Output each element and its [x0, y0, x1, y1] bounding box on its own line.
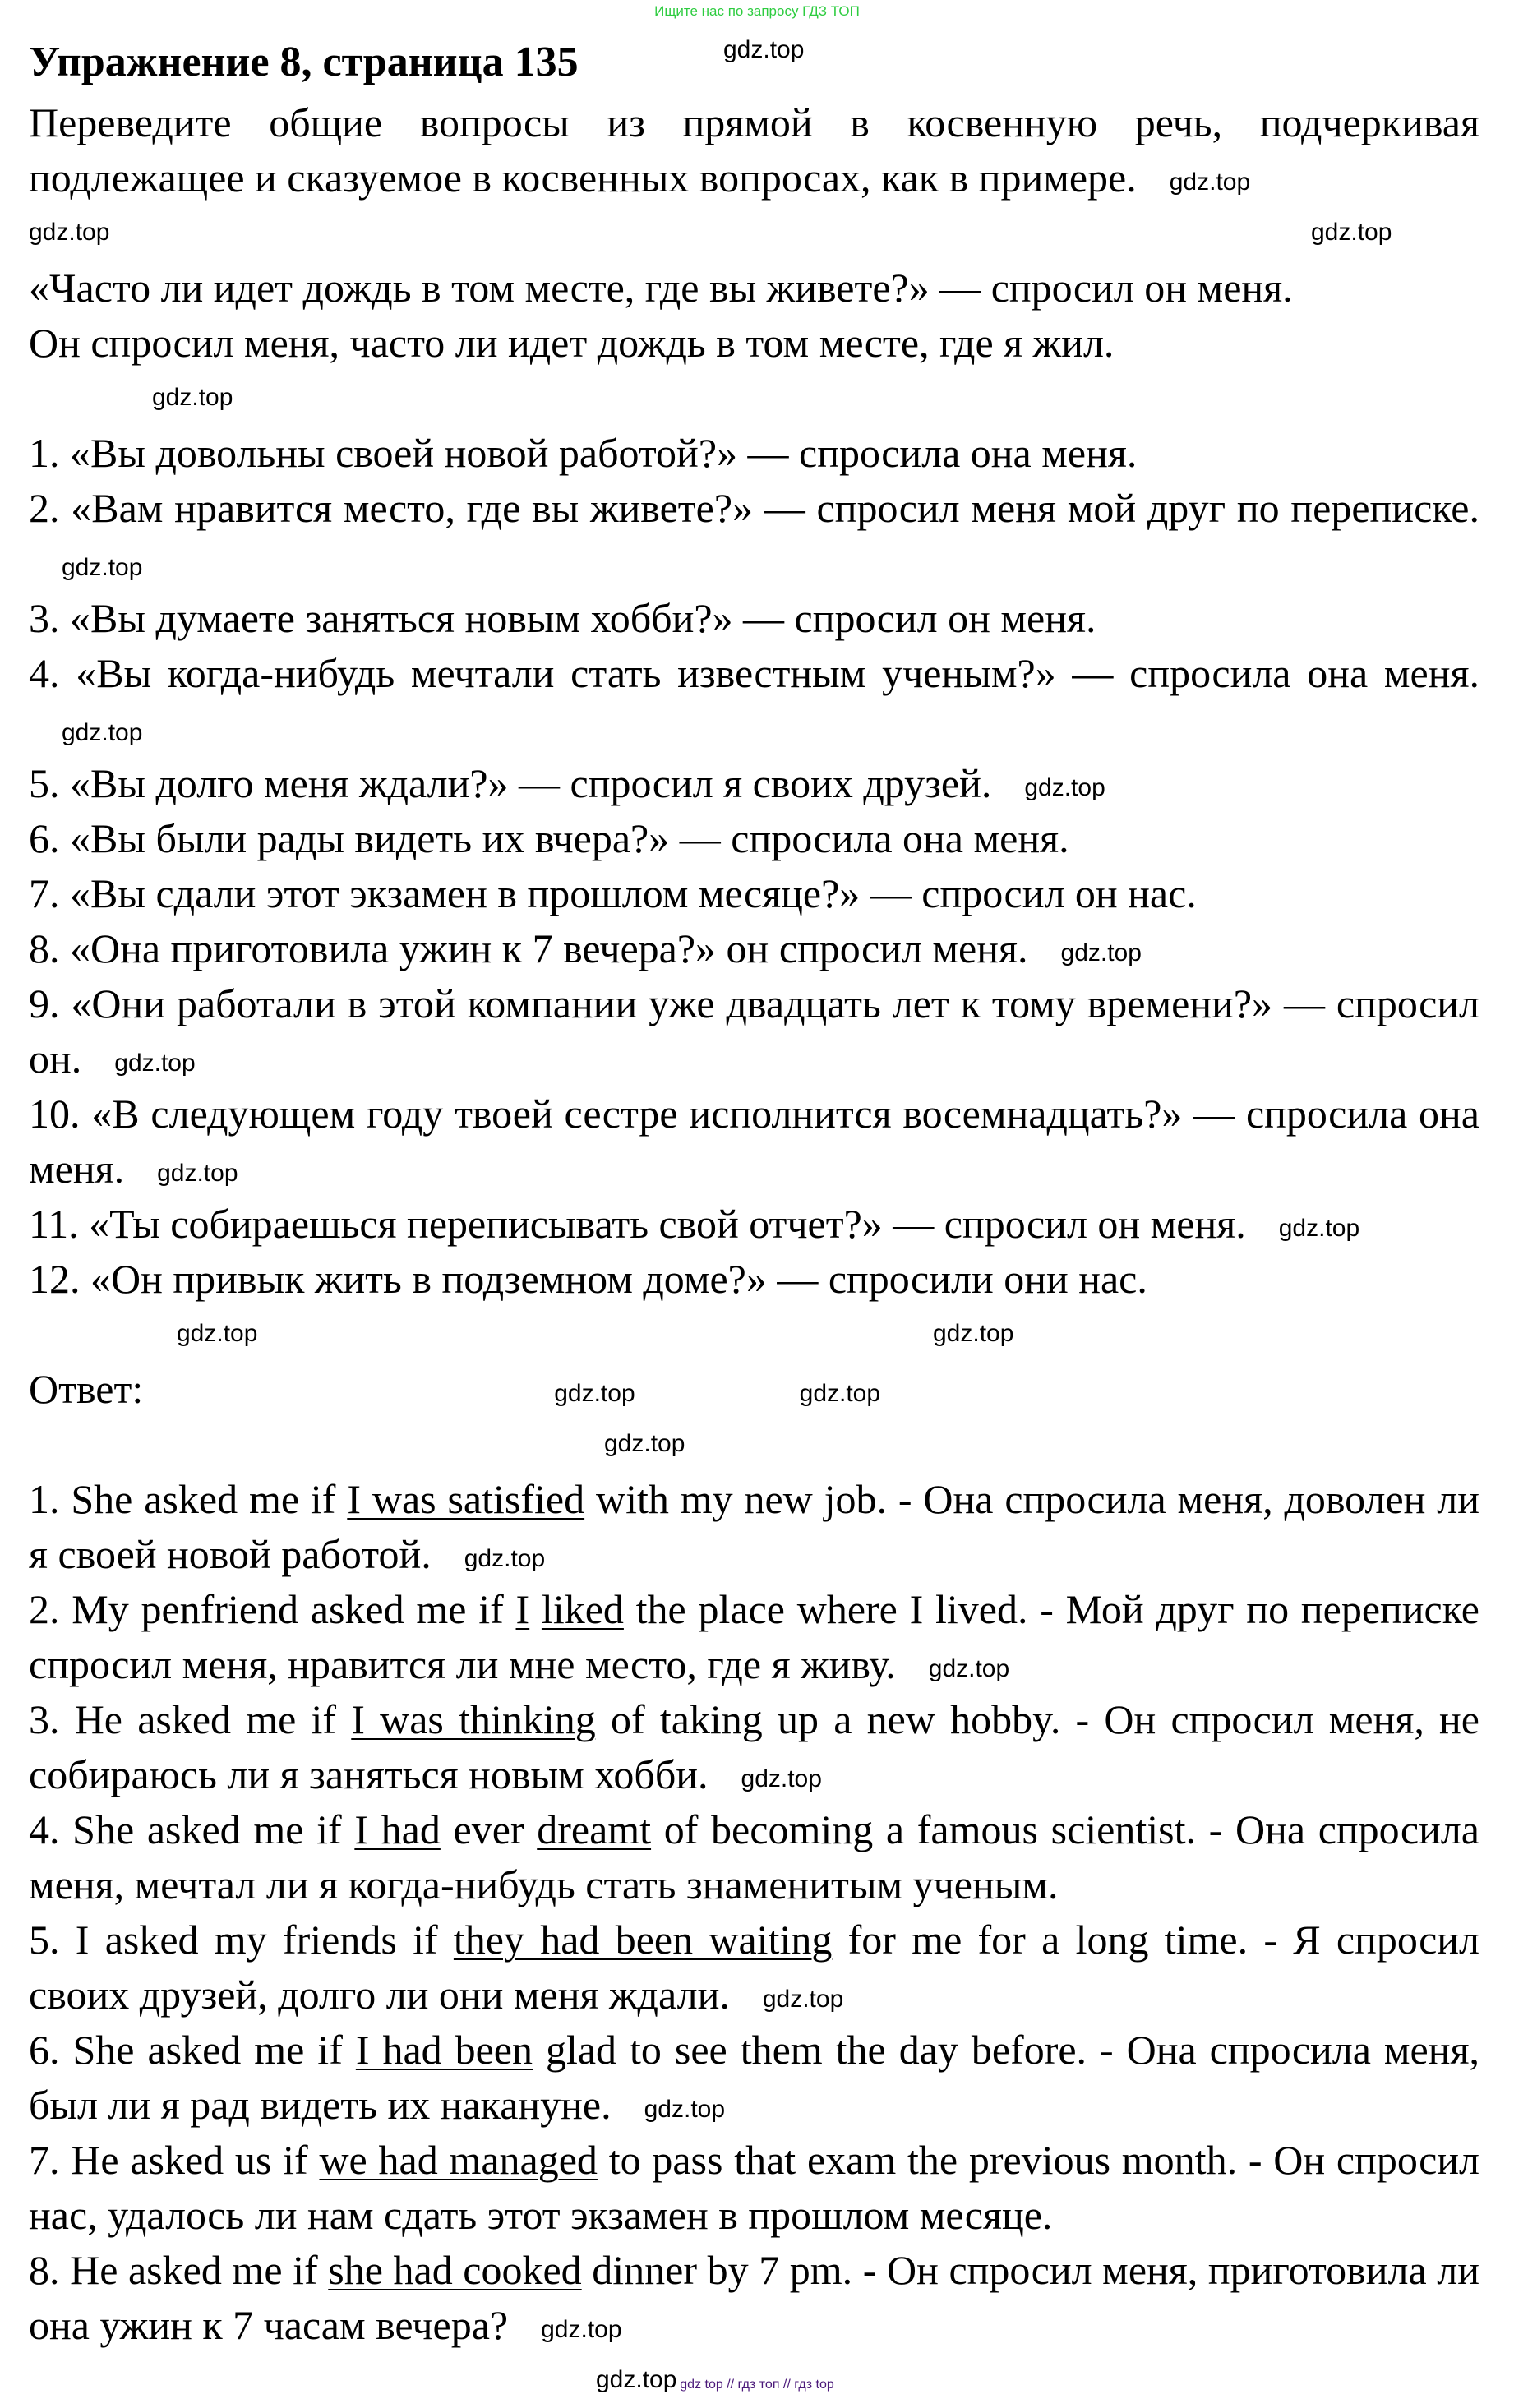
task-item	[29, 481, 1479, 591]
answer-text: 4. She asked me if	[29, 1806, 355, 1852]
task-text: 7. «Вы сдали этот экзамен в прошлом месяце?» — спросил он нас.	[29, 870, 1197, 916]
watermark: gdz.top	[604, 1430, 685, 1457]
watermark: gdz.top	[644, 2095, 726, 2123]
watermark: gdz.top	[1311, 219, 1392, 246]
page-title: Упражнение 8, страница 135	[29, 39, 579, 85]
example-direct: «Часто ли идет дождь в том месте, где вы живете?» — спросил он меня.	[29, 265, 1293, 311]
task-item	[29, 811, 1479, 866]
answer-text: glad to see them the day before. - Она спросила меня, был ли я рад видеть их накануне.	[29, 2027, 1480, 2128]
task-text: 1. «Вы довольны своей новой работой?» — спросила она меня.	[29, 430, 1138, 476]
answer-item	[29, 1692, 1479, 1802]
answer-item	[29, 2243, 1479, 2353]
spacer	[29, 205, 1479, 261]
task-text: 12. «Он привык жить в подземном доме?» — спросили они нас.	[29, 1256, 1147, 1302]
watermark: gdz.top	[114, 1049, 196, 1077]
search-banner: Ищите нас по запросу ГДЗ ТОП	[654, 3, 860, 19]
answer-label-line	[29, 1362, 1479, 1417]
underlined-phrase: we had managed	[319, 2137, 598, 2183]
footer-links: gdz top // гдз топ // гдз top	[680, 2378, 834, 2392]
task-item	[29, 756, 1479, 811]
answer-text: 8. He asked me if	[29, 2247, 329, 2293]
watermark: gdz.top	[933, 1320, 1014, 1347]
task-item	[29, 1252, 1479, 1307]
watermark: gdz.top	[541, 2315, 622, 2343]
task-text: 10. «В следующем году твоей сестре исполнится восемнадцать?» — спросила она меня.	[29, 1091, 1479, 1192]
answer-item	[29, 1802, 1479, 1912]
task-item	[29, 921, 1479, 976]
underlined-phrase: I had	[354, 1806, 441, 1852]
spacer	[29, 1307, 1479, 1362]
watermark: gdz.top	[723, 36, 805, 63]
task-text: 9. «Они работали в этой компании уже двадцать лет к тому времени?» — спросил он.	[29, 980, 1479, 1082]
watermark: gdz.top	[1278, 1214, 1360, 1242]
watermark: gdz.top	[799, 1379, 881, 1407]
answer-text: 7. He asked us if	[29, 2137, 320, 2183]
answer-label: Ответ:	[29, 1366, 144, 1412]
answer-text: 2. My penfriend asked me if	[29, 1586, 516, 1632]
underlined-phrase: I had been	[355, 2027, 533, 2073]
answer-text: of becoming a famous scientist. - Она спросила меня, мечтал ли я когда-нибудь стать знаменитым ученым.	[29, 1806, 1479, 1907]
task-item	[29, 976, 1479, 1086]
underlined-phrase: they had been waiting	[453, 1917, 833, 1963]
underlined-phrase: liked	[541, 1586, 624, 1632]
watermark: gdz.top	[762, 1985, 844, 2013]
answers-list	[29, 1472, 1479, 2353]
task-text: 2. «Вам нравится место, где вы живете?» — спросил меня мой друг по переписке.	[29, 485, 1479, 531]
watermark: gdz.top	[1060, 939, 1142, 966]
watermark: gdz.top	[177, 1320, 258, 1347]
answer-text: of taking up a new hobby. - Он спросил меня, не собираюсь ли я заняться новым хобби.	[29, 1696, 1479, 1797]
answer-item	[29, 2023, 1479, 2133]
watermark: gdz.top	[29, 219, 110, 246]
answer-item	[29, 1912, 1479, 2023]
task-text: 5. «Вы долго меня ждали?» — спросил я своих друзей.	[29, 760, 992, 806]
watermark: gdz.top	[741, 1764, 822, 1792]
answer-item	[29, 1582, 1479, 1692]
answer-text: to pass that exam the previous month. - Он спросил нас, удалось ли нам сдать этот экзамен в прошлом месяце.	[29, 2137, 1479, 2238]
answer-text: 3. He asked me if	[29, 1696, 352, 1742]
underlined-phrase: she had cooked	[328, 2247, 582, 2293]
answer-text: the place where I lived. - Мой друг по переписке спросил меня, нравится ли мне место, где я живу.	[29, 1586, 1479, 1687]
answer-text	[529, 1586, 542, 1632]
answer-item	[29, 2133, 1479, 2243]
watermark: gdz.top	[62, 553, 143, 581]
task-item	[29, 1086, 1479, 1197]
page-content	[29, 95, 1479, 2408]
task-item	[29, 866, 1479, 921]
answer-text: with my new job. - Она спросила меня, доволен ли я своей новой работой.	[29, 1476, 1479, 1577]
watermark: gdz.top	[554, 1379, 635, 1407]
watermark: gdz.top	[928, 1654, 1010, 1682]
underlined-phrase: I	[515, 1586, 530, 1632]
task-text: 11. «Ты собираешься переписывать свой отчет?» — спросил он меня.	[29, 1201, 1246, 1247]
answer-text: for me for a long time. - Я спросил своих друзей, долго ли они меня ждали.	[29, 1917, 1479, 2018]
answer-text: 6. She asked me if	[29, 2027, 356, 2073]
answer-text: dinner by 7 pm. - Он спросил меня, приготовила ли она ужин к 7 часам вечера?	[29, 2247, 1479, 2348]
task-text: 8. «Она приготовила ужин к 7 вечера?» он спросил меня.	[29, 925, 1028, 971]
watermark: gdz.top	[157, 1159, 238, 1187]
task-item	[29, 1197, 1479, 1252]
answer-item	[29, 1472, 1479, 1582]
spacer	[29, 1417, 1479, 1472]
answer-text: ever	[440, 1806, 538, 1852]
spacer	[29, 371, 1479, 426]
instruction-paragraph	[29, 95, 1479, 205]
answer-text: 1. She asked me if	[29, 1476, 348, 1522]
watermark: gdz.top	[1169, 168, 1251, 196]
watermark: gdz.top	[152, 384, 233, 411]
underlined-phrase: I was satisfied	[347, 1476, 585, 1522]
underlined-phrase: I was thinking	[351, 1696, 596, 1742]
task-text: 4. «Вы когда-нибудь мечтали стать известным ученым?» — спросила она меня.	[29, 650, 1479, 696]
instruction-text: Переведите общие вопросы из прямой в косвенную речь, подчеркивая подлежащее и сказуемое в косвенных вопросах, как в примере.	[29, 99, 1479, 201]
task-text: 6. «Вы были рады видеть их вчера?» — спросила она меня.	[29, 815, 1069, 861]
watermark: gdz.top	[596, 2366, 677, 2393]
task-item	[29, 646, 1479, 756]
example-reported: Он спросил меня, часто ли идет дождь в том месте, где я жил.	[29, 320, 1115, 366]
task-item	[29, 426, 1479, 481]
answer-text: 5. I asked my friends if	[29, 1917, 454, 1963]
task-item	[29, 591, 1479, 646]
task-text: 3. «Вы думаете заняться новым хобби?» — спросил он меня.	[29, 595, 1096, 641]
watermark: gdz.top	[464, 1544, 546, 1572]
underlined-phrase: dreamt	[537, 1806, 652, 1852]
watermark: gdz.top	[62, 718, 143, 746]
watermark: gdz.top	[1024, 773, 1105, 801]
